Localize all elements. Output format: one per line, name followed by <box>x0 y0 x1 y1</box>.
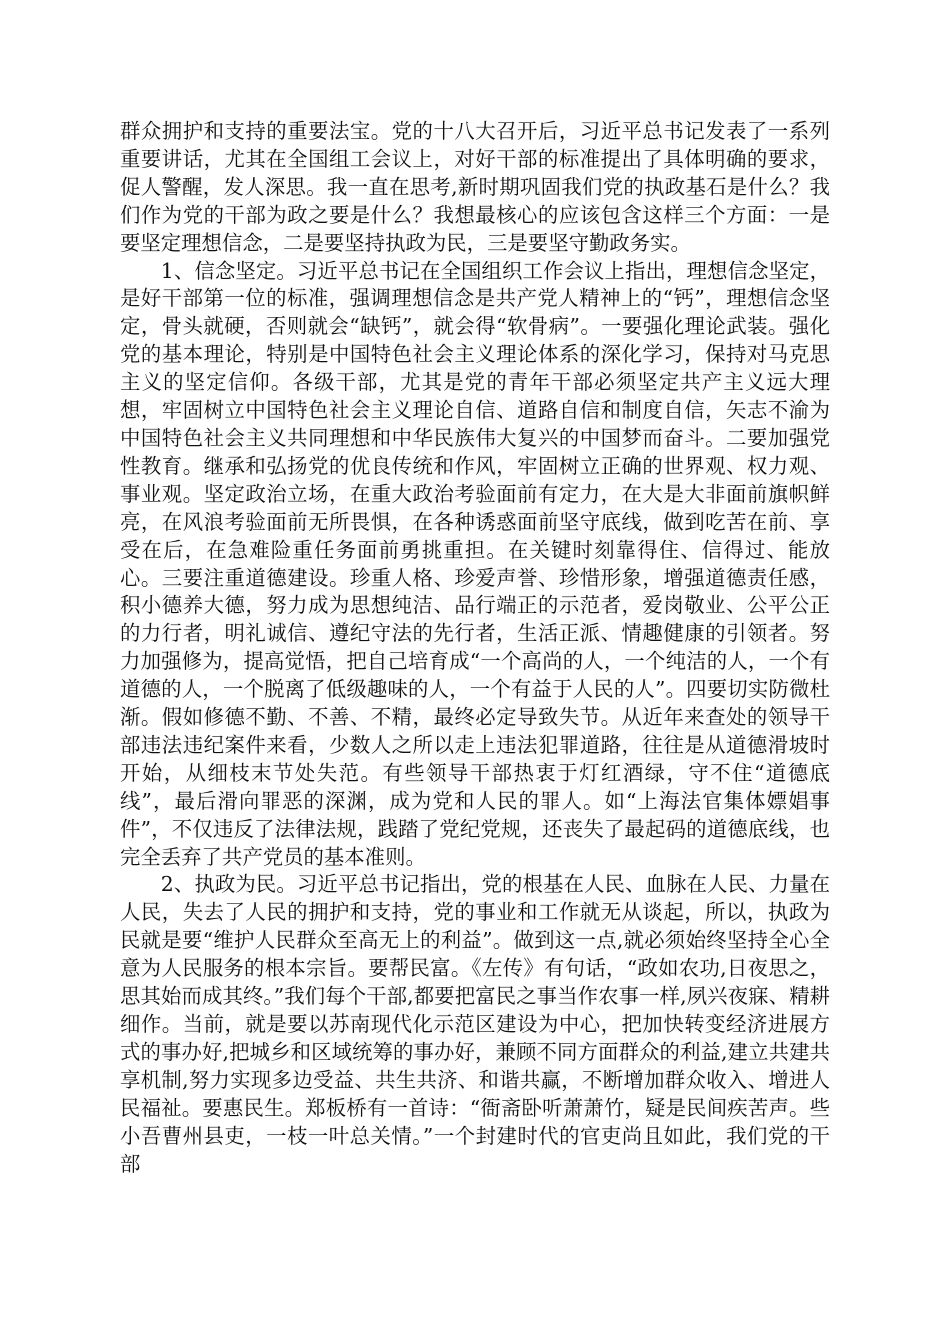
paragraph-governance: 2、执政为民。习近平总书记指出，党的根基在人民、血脉在人民、力量在人民，失去了人民的拥护和支持，党的事业和工作就无从谈起，所以，执政为民就是要“维护人民群众至高无上的利益”。做到这一点,就必须始终坚持全心全意为人民服务的根本宗旨。要帮民富。《左传》有句话，“政如农功,日夜思之，思其始而成其终。”我们每个干部,都要把富民之事当作农事一样,夙兴夜寐、精耕细作。当前，就是要以苏南现代化示范区建设为中心，把加快转变经济进展方式的事办好,把城乡和区域统筹的事办好，兼顾不同方面群众的利益,建立共建共享机制,努力实现多边受益、共生共济、和谐共赢，不断增加群众收入、增进人民福祉。要惠民生。郑板桥有一首诗：“衙斋卧听萧萧竹，疑是民间疾苦声。些小吾曹州县吏，一枝一叶总关情。”一个封建时代的官吏尚且如此，我们党的干部 <box>120 872 830 1176</box>
paragraph-intro: 群众拥护和支持的重要法宝。党的十八大召开后，习近平总书记发表了一系列重要讲话，尤其在全国组工会议上，对好干部的标准提出了具体明确的要求，促人警醒，发人深思。我一直在思考,新时期巩固我们党的执政基石是什么？我们作为党的干部为政之要是什么？我想最核心的应该包含这样三个方面：一是要坚定理想信念，二是要坚持执政为民，三是要坚守勤政务实。 <box>120 119 830 255</box>
document-body <box>120 118 830 1178</box>
paragraph-faith: 1、信念坚定。习近平总书记在全国组织工作会议上指出，理想信念坚定，是好干部第一位的标准，强调理想信念是共产党人精神上的“钙”，理想信念坚定，骨头就硬，否则就会“缺钙”，就会得“软骨病”。一要强化理论武装。强化党的基本理论，特别是中国特色社会主义理论体系的深化学习，保持对马克思主义的坚定信仰。各级干部，尤其是党的青年干部必须坚定共产主义远大理想，牢固树立中国特色社会主义理论自信、道路自信和制度自信，矢志不渝为中国特色社会主义共同理想和中华民族伟大复兴的中国梦而奋斗。二要加强党性教育。继承和弘扬党的优良传统和作风，牢固树立正确的世界观、权力观、事业观。坚定政治立场，在重大政治考验面前有定力，在大是大非面前旗帜鲜亮，在风浪考验面前无所畏惧，在各种诱惑面前坚守底线，做到吃苦在前、享受在后，在急难险重任务面前勇挑重担。在关键时刻靠得住、信得过、能放心。三要注重道德建设。珍重人格、珍爱声誉、珍惜形象，增强道德责任感，积小德养大德，努力成为思想纯洁、品行端正的示范者，爱岗敬业、公平公正的力行者，明礼诚信、遵纪守法的先行者，生活正派、情趣健康的引领者。努力加强修为，提高觉悟，把自己培育成“一个高尚的人，一个纯洁的人，一个有道德的人，一个脱离了低级趣味的人，一个有益于人民的人”。四要切实防微杜渐。假如修德不勤、不善、不精，最终必定导致失节。从近年来查处的领导干部违法违纪案件来看，少数人之所以走上违法犯罪道路，往往是从道德滑坡时开始，从细枝末节处失范。有些领导干部热衷于灯红酒绿，守不住“道德底线”，最后滑向罪恶的深渊，成为党和人民的罪人。如“上海法官集体嫖娼事件”，不仅违反了法律法规，践踏了党纪党规，还丧失了最起码的道德底线，也完全丢弃了共产党员的基本准则。 <box>120 258 830 869</box>
